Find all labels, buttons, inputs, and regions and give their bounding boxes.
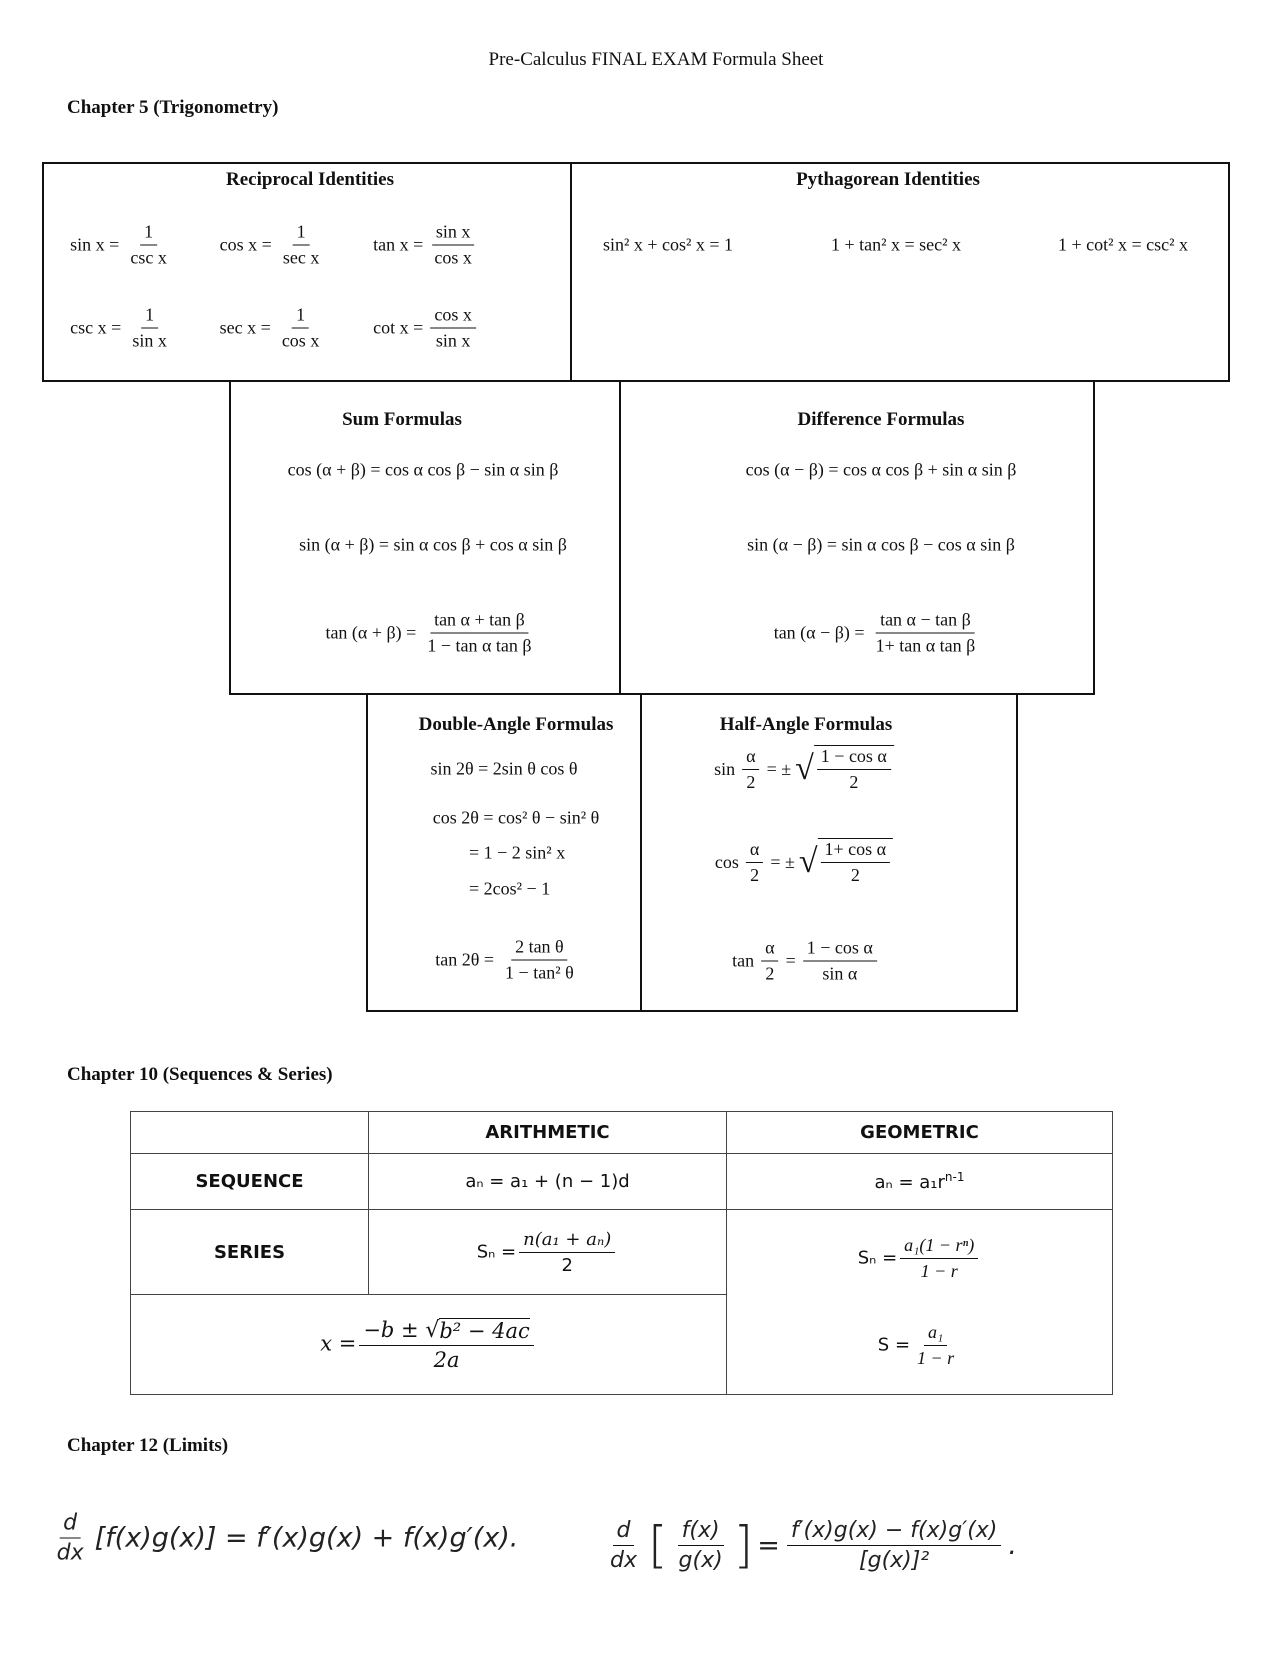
denominator: 2 [746, 771, 756, 792]
reciprocal-identity [220, 222, 327, 269]
col-arithmetic: ARITHMETIC [369, 1112, 727, 1154]
pythagorean-identity: 1 + tan² x = sec² x [830, 234, 962, 255]
denominator: sec x [282, 247, 320, 268]
reciprocal-heading: Reciprocal Identities [226, 169, 394, 190]
row-series: SERIES [131, 1210, 369, 1295]
double-cos: cos 2θ = cos² θ − sin² θ [432, 807, 600, 828]
numerator: 1 − cos α [803, 938, 877, 962]
denominator: 1 − tan² θ [505, 962, 574, 983]
quotient-rule: $\frac{d}{dx}$ [ $\frac{f(x)}{g(x)}$ ] = $\frac{f'(x)g(x) - f(x)g'(x)}{\text{[g(x)]²}}$ . [603, 1516, 1017, 1574]
reciprocal-identity [373, 305, 479, 352]
empty-cell [131, 1112, 369, 1154]
denominator: 2a [433, 1347, 460, 1372]
quadratic-formula [131, 1295, 727, 1395]
lhs: Sₙ = [857, 1247, 898, 1269]
difference-tan [774, 610, 983, 657]
product-rule [50, 1511, 519, 1566]
numerator: 1 [141, 305, 158, 329]
sqrt-icon: √ [798, 843, 818, 880]
quad-num: −b ± [363, 1317, 426, 1342]
denominator: sin α [822, 963, 858, 984]
page-title: Pre-Calculus FINAL EXAM Formula Sheet [488, 49, 824, 70]
denominator: [g(x)]² [859, 1547, 930, 1573]
geo-sequence [727, 1154, 1113, 1210]
denominator: dx [56, 1540, 84, 1566]
difference-tan-lhs: tan (α − β) = [773, 622, 865, 643]
double-tan-lhs: tan 2θ = [435, 949, 495, 970]
denominator: 2 [561, 1254, 573, 1276]
double-cos-alt2: = 2cos² − 1 [469, 878, 551, 899]
numerator: 1 [293, 222, 310, 246]
denominator: dx [610, 1547, 637, 1573]
sqrt-icon: √ [795, 750, 814, 787]
denominator: csc x [130, 247, 167, 268]
difference-heading: Difference Formulas [797, 409, 965, 430]
denominator: 1 − r [917, 1348, 955, 1368]
pythagorean-box [570, 162, 1230, 382]
denominator: cos x [434, 247, 472, 268]
half-angle-heading: Half-Angle Formulas [719, 714, 893, 735]
numerator: 1 [140, 222, 157, 246]
reciprocal-identity [220, 305, 327, 352]
reciprocal-identity [70, 305, 174, 352]
fn: cos [714, 851, 739, 872]
numerator: d [59, 1511, 81, 1539]
sum-sin: sin (α + β) = sin α cos β + cos α sin β [299, 534, 567, 555]
numerator: 2 tan θ [511, 937, 568, 961]
double-cos-alt1: = 1 − 2 sin² x [469, 842, 566, 863]
numerator: f′(x)g(x) − f(x)g′(x) [787, 1518, 1002, 1546]
lhs: tan x = [373, 234, 424, 255]
denominator: cos x [281, 330, 320, 351]
chapter-12-heading: Chapter 12 (Limits) [67, 1435, 229, 1456]
denominator: sin x [435, 330, 471, 351]
col-geometric: GEOMETRIC [727, 1112, 1113, 1154]
numerator: α [742, 746, 759, 770]
pythagorean-heading: Pythagorean Identities [796, 169, 980, 190]
sqrt-icon: √ [425, 1317, 440, 1343]
sum-cos: cos (α + β) = cos α cos β − sin α sin β [287, 459, 559, 480]
denominator: 1 − r [920, 1261, 958, 1281]
lhs: cot x = [373, 317, 424, 338]
fn: sin [714, 758, 736, 779]
numerator: d [613, 1518, 635, 1546]
half-tan [732, 938, 880, 985]
numerator: tan α + tan β [430, 610, 529, 634]
chapter-5-heading: Chapter 5 (Trigonometry) [67, 97, 279, 118]
pythagorean-identity: 1 + cot² x = csc² x [1057, 234, 1189, 255]
double-tan [435, 937, 580, 984]
numerator: n(a₁ + aₙ) [519, 1229, 615, 1253]
period: . [1008, 1529, 1017, 1561]
denominator: g(x) [678, 1547, 723, 1573]
sequences-table [130, 1111, 1113, 1395]
chapter-10-heading: Chapter 10 (Sequences & Series) [67, 1064, 333, 1085]
numerator: α [746, 839, 763, 863]
lhs: Sₙ = [476, 1241, 517, 1262]
product-rhs: [f(x)g(x)] = f′(x)g(x) + f(x)g′(x). [94, 1522, 519, 1554]
half-cos [715, 838, 893, 886]
lhs: cos x = [219, 234, 272, 255]
numerator: tan α − tan β [876, 610, 975, 634]
denominator: 2 [765, 963, 775, 984]
difference-cos: cos (α − β) = cos α cos β + sin α sin β [745, 459, 1017, 480]
radicand: b² − 4ac [439, 1318, 530, 1343]
lhs: csc x = [70, 317, 122, 338]
lhs: x = [320, 1331, 357, 1355]
numerator: α [761, 938, 778, 962]
geo-series [727, 1210, 1113, 1395]
reciprocal-identity [373, 222, 479, 269]
double-angle-heading: Double-Angle Formulas [418, 714, 614, 735]
half-sin [714, 745, 894, 793]
numerator: a₁(1 − rⁿ) [900, 1235, 978, 1259]
plus-minus: = ± [766, 758, 792, 779]
geo-seq-exp: n-1 [944, 1170, 965, 1184]
lhs: sec x = [219, 317, 271, 338]
denominator: 1 − tan α tan β [427, 635, 532, 656]
difference-sin: sin (α − β) = sin α cos β − cos α sin β [747, 534, 1015, 555]
numerator: f(x) [678, 1518, 724, 1546]
numerator: 1+ cos α [821, 839, 891, 863]
equals: = [785, 950, 796, 971]
reciprocal-identity [70, 222, 174, 269]
denominator: 2 [750, 864, 760, 885]
numerator: 1 [292, 305, 309, 329]
lhs: sin x = [70, 234, 120, 255]
denominator: 2 [850, 865, 860, 885]
numerator: 1 − cos α [817, 746, 891, 770]
numerator: cos x [430, 305, 476, 329]
numerator: a₁ [924, 1322, 947, 1346]
double-sin: sin 2θ = 2sin θ cos θ [430, 758, 578, 779]
equals: = [757, 1529, 780, 1561]
pythagorean-identity: sin² x + cos² x = 1 [602, 234, 734, 255]
denominator: sin x [132, 330, 167, 351]
arith-sequence: aₙ = a₁ + (n − 1)d [369, 1154, 727, 1210]
numerator: sin x [432, 222, 475, 246]
denominator: 1+ tan α tan β [875, 635, 976, 656]
arith-series [369, 1210, 727, 1295]
plus-minus: = ± [770, 851, 795, 872]
sum-heading: Sum Formulas [342, 409, 462, 430]
sum-tan [325, 610, 538, 657]
denominator: 2 [849, 772, 859, 792]
row-sequence: SEQUENCE [131, 1154, 369, 1210]
sum-tan-lhs: tan (α + β) = [325, 622, 417, 643]
geo-seq-base: aₙ = a₁r [874, 1172, 945, 1193]
fn: tan [732, 950, 755, 971]
lhs: S = [877, 1334, 911, 1356]
